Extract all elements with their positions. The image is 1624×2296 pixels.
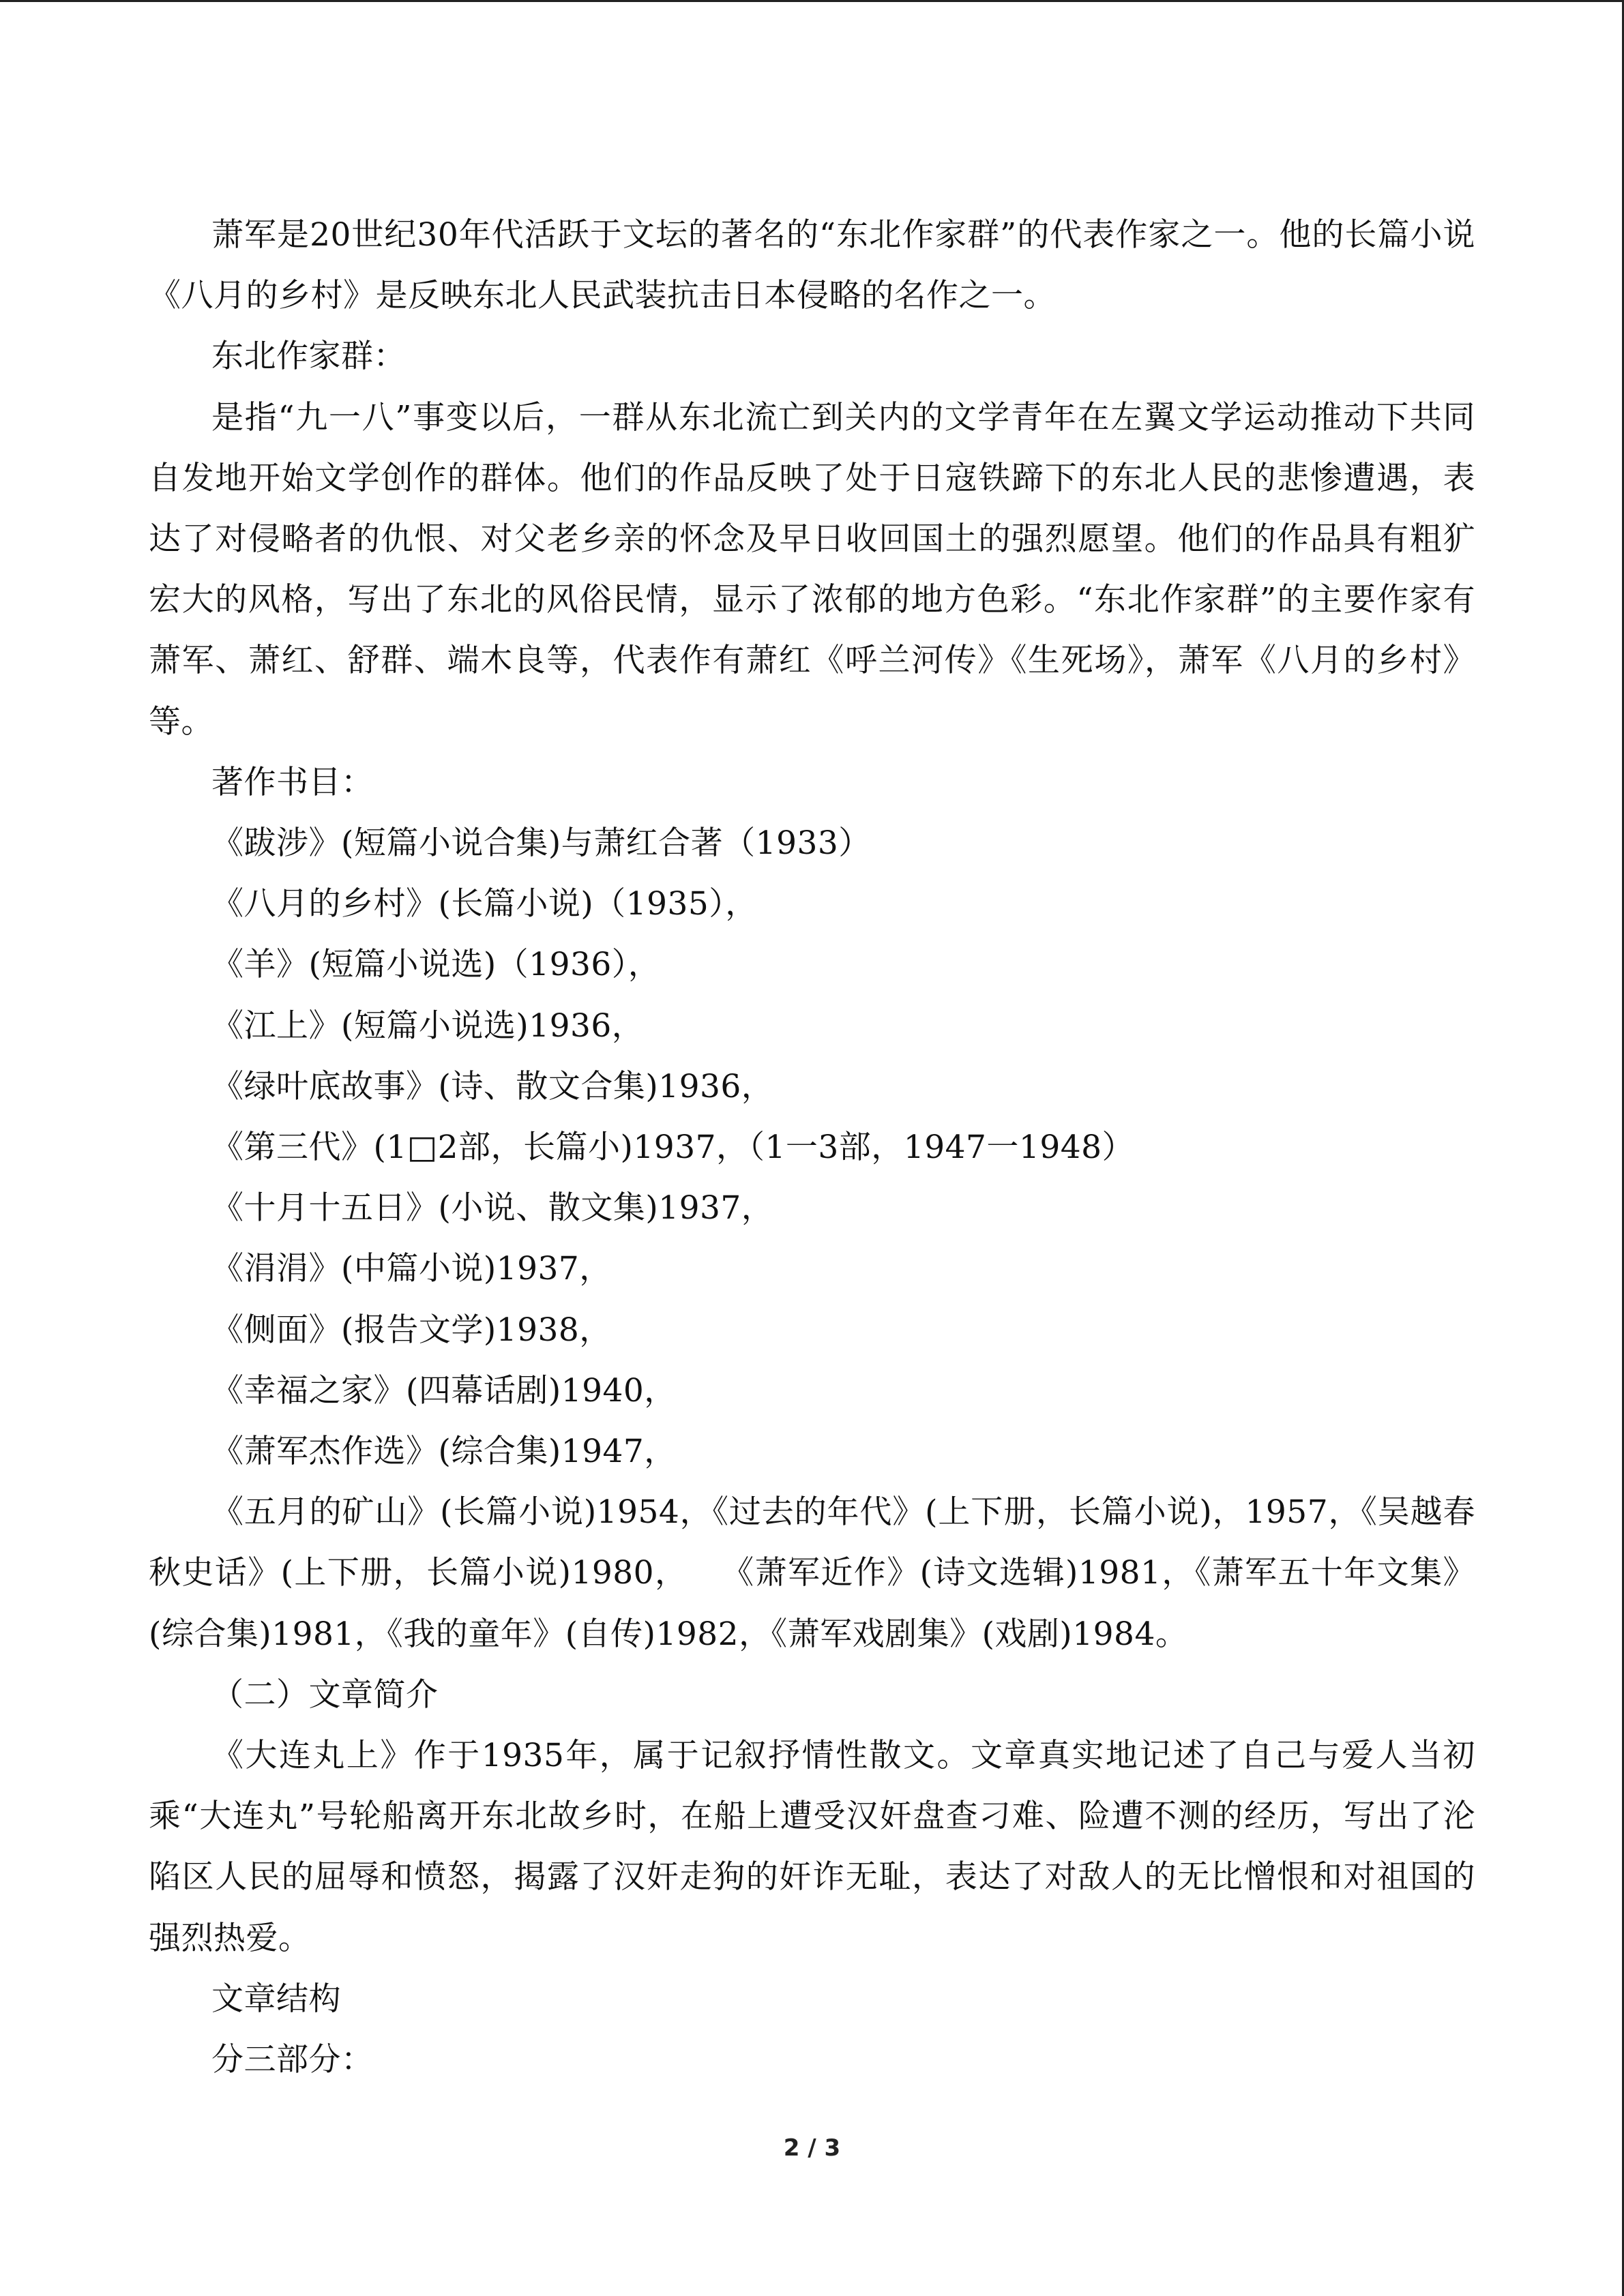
bibliography-item: 《八月的乡村》(长篇小说)（1935）， bbox=[211, 885, 758, 923]
page-number: 2 / 3 bbox=[783, 2134, 841, 2162]
heading-bibliography: 著作书目： bbox=[211, 763, 374, 801]
bibliography-item: 《羊》(短篇小说选)（1936）， bbox=[211, 946, 661, 984]
page-border-top bbox=[0, 0, 1624, 2]
bibliography-item: 《跋涉》(短篇小说合集)与萧红合著（1933） bbox=[211, 824, 871, 863]
bibliography-item: 《侧面》(报告文学)1938， bbox=[211, 1311, 612, 1349]
bibliography-item: 《涓涓》(中篇小说)1937， bbox=[211, 1250, 612, 1288]
bibliography-item-later-works: 《五月的矿山》(长篇小说)1954，《过去的年代》(上下册，长篇小说)，1957，《吴越春秋史话》(上下册，长篇小说)1980， 《萧军近作》(诗文选辑)1981，《萧军五十年文集》(综合集)1981，《我的童年》(自传)1982，《萧军戏剧集》(戏剧)1984。 bbox=[149, 1493, 1475, 1653]
heading-article-summary: （二）文章简介 bbox=[211, 1675, 439, 1714]
bibliography-item: 《幸福之家》(四幕话剧)1940， bbox=[211, 1371, 677, 1410]
paragraph-article-summary: 《大连丸上》作于1935年，属于记叙抒情性散文。文章真实地记述了自己与爱人当初乘“大连丸”号轮船离开东北故乡时，在船上遭受汉奸盘查刁难、险遭不测的经历，写出了沦陷区人民的屈辱和愤怒，揭露了汉奸走狗的奸诈无耻，表达了对敌人的无比憎恨和对祖国的强烈热爱。 bbox=[149, 1737, 1475, 1957]
heading-article-structure: 文章结构 bbox=[211, 1980, 341, 2018]
paragraph-writers-description: 是指“九一八”事变以后，一群从东北流亡到关内的文学青年在左翼文学运动推动下共同自发地开始文学创作的群体。他们的作品反映了处于日寇铁蹄下的东北人民的悲惨遭遇，表达了对侵略者的仇恨、对父老乡亲的怀念及早日收回国土的强烈愿望。他们的作品具有粗犷宏大的风格，写出了东北的风俗民情，显示了浓郁的地方色彩。“东北作家群”的主要作家有萧军、萧红、舒群、端木良等，代表作有萧红《呼兰河传》《生死场》，萧军《八月的乡村》等。 bbox=[149, 398, 1475, 741]
bibliography-item: 《十月十五日》(小说、散文集)1937， bbox=[211, 1189, 774, 1227]
heading-northeast-writers: 东北作家群： bbox=[211, 338, 406, 376]
paragraph-intro: 萧军是20世纪30年代活跃于文坛的著名的“东北作家群”的代表作家之一。他的长篇小说《八月的乡村》是反映东北人民武装抗击日本侵略的名作之一。 bbox=[149, 216, 1475, 315]
document-body bbox=[149, 205, 1475, 2090]
bibliography-item: 《绿叶底故事》(诗、散文合集)1936， bbox=[211, 1067, 774, 1105]
paragraph-structure-parts: 分三部分： bbox=[211, 2041, 374, 2079]
bibliography-item: 《第三代》(1□2部，长篇小)1937，（1一3部，1947一1948） bbox=[211, 1129, 1135, 1167]
bibliography-item: 《江上》(短篇小说选)1936， bbox=[211, 1007, 645, 1045]
bibliography-item: 《萧军杰作选》(综合集)1947， bbox=[211, 1433, 677, 1471]
